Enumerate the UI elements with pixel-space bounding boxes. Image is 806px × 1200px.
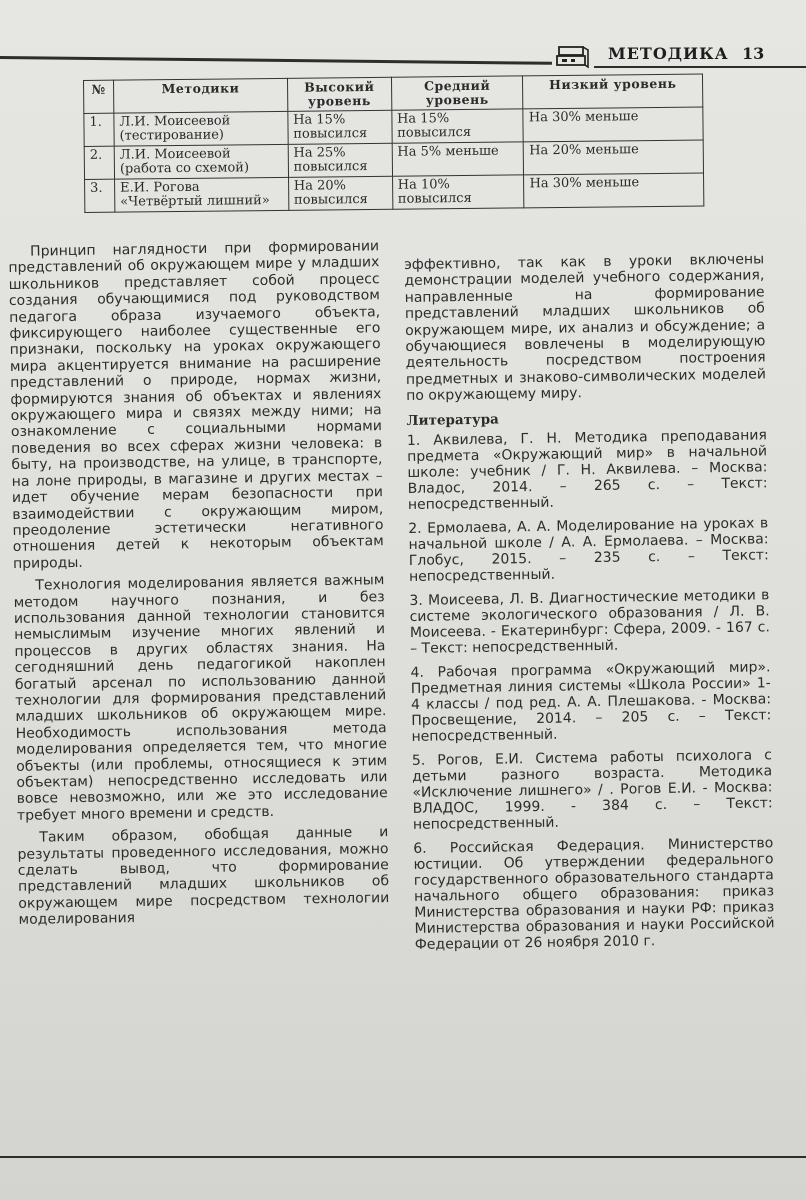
table-cell: 2.	[84, 146, 114, 179]
table-header-cell: Низкий уровень	[523, 74, 703, 109]
table-cell: На 20% меньше	[524, 140, 704, 175]
table-header-cell: №	[84, 80, 114, 113]
reference-item: 6. Российская Федерация. Министерство юстиции. Об утверждении федерального государственного образовательного стандарта начального общего образования: приказ Министерства образования и науки РФ: приказ Министерства образования и науки Российской Федерации от 26 ноября 2010 г.	[413, 835, 775, 953]
table-cell: На 15% повысился	[288, 110, 392, 144]
table-row	[85, 173, 704, 212]
table-cell: На 10% повысился	[392, 175, 524, 209]
header-rule	[0, 56, 552, 65]
book-stack-icon	[556, 44, 590, 70]
paragraph: эффективно, так как в уроки включены демонстрации моделей учебного содержания, направленные на формирование представлений младших школьников об окружающем мире, их анализ и обсуждение; а обучающиеся вовлечены в моделирующую деятельность посредством построения предметных и знаково-символических моделей по окружающему миру.	[404, 251, 767, 405]
header-rule-right	[594, 66, 806, 68]
reference-item: 4. Рабочая программа «Окружающий мир». Предметная линия системы «Школа России» 1-4 классы / под ред. А. А. Плешакова. - Москва: Просвещение, 2014. – 205 с. – Текст: непосредственный.	[410, 659, 772, 746]
table-cell: На 30% меньше	[524, 173, 704, 208]
references-heading: Литература	[406, 411, 499, 429]
paragraph: Принцип наглядности при формировании представлений об окружающем мире у младших школьников представляет собой процесс создания обучающимися под руководством педагога образа изучаемого объекта, фиксирующего наиболее существенные его признаки, поскольку на уроках окружающего мира акцентируется внимание на расширение представлений о природе, нормах жизни, формируются знания об объектах и явлениях окружающего мира и связях между ними; на ознакомление с социальными нормами поведения во всех сферах жизни человека: в быту, на производстве, на улице, в транспорте, на лоне природы, в магазине и других местах – идет обучение мерам безопасности при взаимодействии с окружающим миром, преодоление эстетически негативного отношения детей к некоторым объектам природы.	[8, 238, 384, 572]
table-header-cell: Высокий уровень	[287, 77, 391, 111]
table-cell: На 25% повысился	[288, 143, 392, 177]
table-header-cell: Средний уровень	[391, 76, 523, 110]
table-cell: На 20% повысился	[288, 176, 392, 210]
page-number: 13	[742, 44, 765, 63]
table-cell: Е.И. Рогова «Четвёртый лишний»	[115, 177, 289, 212]
table-cell: Л.И. Моисеевой (тестирование)	[114, 111, 288, 146]
table-cell: 1.	[84, 113, 114, 146]
results-table	[83, 74, 704, 213]
paragraph: Технология моделирования является важным методом научного познания, и без использования данной технологии становится немыслимым изучение многих явлений и процессов в других областях знания. На сегодняшний день педагогикой накоплен богатый арсенал по использованию данной технологии для формирования представлений младших школьников об окружающем мире. Необходимость использования метода моделирования определяется тем, что многие объекты (или проблемы, относящиеся к этим объектам) непосредственно исследовать или вовсе невозможно, или же это исследование требует много времени и средств.	[13, 572, 388, 824]
table-cell: Л.И. Моисеевой (работа со схемой)	[114, 144, 288, 179]
paragraph: Таким образом, обобщая данные и результаты проведенного исследования, можно сделать вывод, что формирование представлений младших школьников об окружающем мире посредством технологии моделирования	[17, 824, 390, 929]
left-column	[8, 238, 390, 928]
table-cell: На 15% повысился	[391, 109, 523, 143]
reference-item: 2. Ермолаева, А. А. Моделирование на уроках в начальной школе / А. А. Ермолаева. – Москва: Глобус, 2015. – 235 с. – Текст: непосредственный.	[408, 515, 769, 586]
right-column	[404, 251, 775, 953]
reference-item: 3. Моисеева, Л. В. Диагностические методики в системе экологического образования / Л. В. Моисеева. - Екатеринбург: Сфера, 2009. - 167 с. – Текст: непосредственный.	[409, 587, 770, 658]
reference-item: 5. Рогов, Е.И. Система работы психолога с детьми разного возраста. Методика «Исключение лишнего» / . Рогов Е.И. - Москва: ВЛАДОС, 1999. - 384 с. – Текст: непосредственный.	[411, 747, 773, 833]
table-cell: На 5% меньше	[392, 142, 524, 176]
table-cell: На 30% меньше	[523, 107, 703, 142]
table-header-cell: Методики	[113, 78, 287, 113]
table-cell: 3.	[85, 179, 115, 212]
footer-rule	[0, 1156, 806, 1158]
reference-item: 1. Аквилева, Г. Н. Методика преподавания предмета «Окружающий мир» в начальной школе: учебник / Г. Н. Аквилева. – Москва: Владос, 2014. – 265 с. – Текст: непосредственный.	[406, 427, 768, 514]
section-title: МЕТОДИКА	[608, 44, 729, 63]
